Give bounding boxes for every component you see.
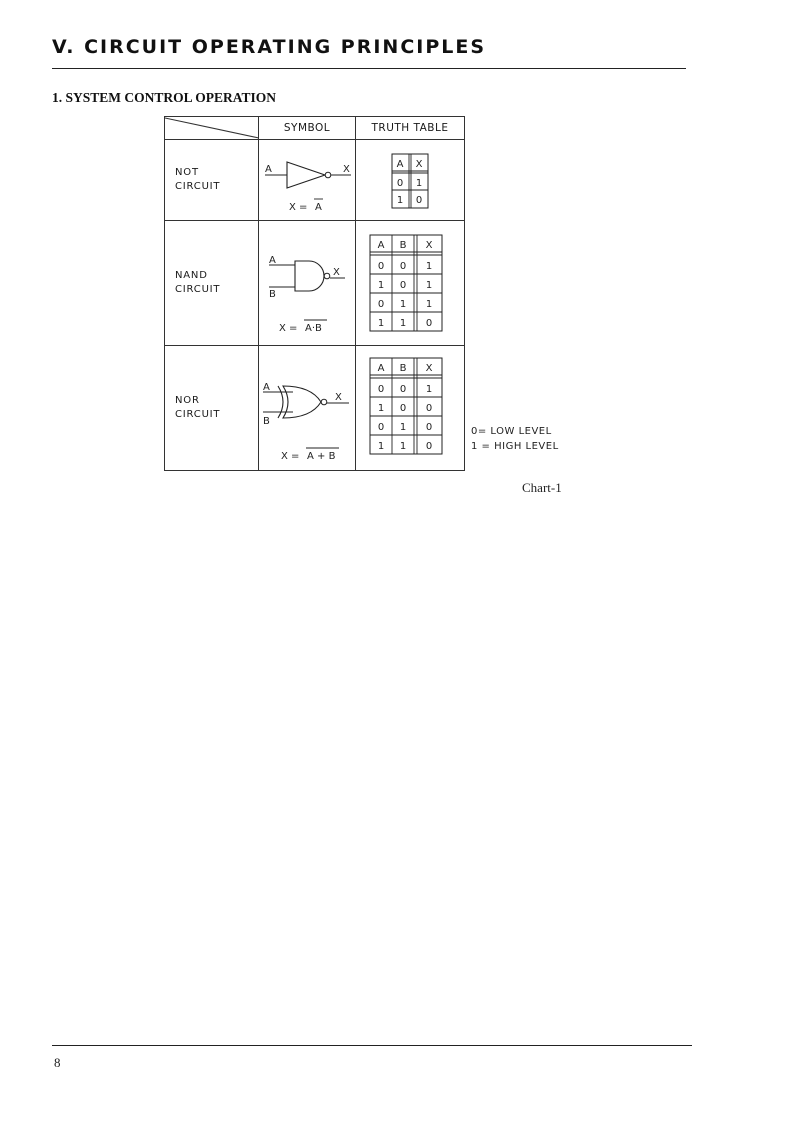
svg-text:0: 0: [399, 403, 407, 414]
bottom-divider: [52, 1045, 692, 1046]
svg-text:1: 1: [377, 280, 385, 291]
svg-text:1: 1: [425, 299, 433, 310]
top-divider: [52, 68, 686, 69]
svg-text:A: A: [396, 159, 404, 170]
not-equation-lhs: X =: [289, 202, 308, 213]
svg-text:0: 0: [425, 318, 433, 329]
nand-circuit-row: [165, 221, 465, 346]
nor-equation-lhs: X =: [281, 451, 300, 462]
section-heading: 1. SYSTEM CONTROL OPERATION: [52, 90, 277, 105]
nand-output-x-label: X: [333, 267, 340, 278]
nand-truth-table-cell: [356, 221, 465, 346]
svg-text:1: 1: [415, 178, 423, 189]
nand-truth-table: [356, 221, 464, 345]
svg-text:1: 1: [399, 422, 407, 433]
nand-input-a-label: A: [269, 255, 276, 266]
svg-text:X: X: [415, 159, 423, 170]
not-equation-rhs: A: [315, 202, 322, 213]
svg-text:0: 0: [377, 299, 385, 310]
svg-text:0: 0: [377, 261, 385, 272]
not-gate-icon: [259, 140, 355, 220]
nor-circuit-row: [165, 346, 465, 471]
svg-text:X: X: [425, 363, 433, 374]
nor-input-b-label: B: [263, 416, 270, 427]
not-output-x-label: X: [343, 164, 350, 175]
truth-table-column-header: TRUTH TABLE: [356, 117, 465, 140]
not-circuit-name: NOT CIRCUIT: [165, 140, 259, 221]
diagonal-line: [165, 117, 259, 139]
svg-text:1: 1: [425, 280, 433, 291]
nor-equation-rhs: A + B: [307, 451, 336, 462]
nand-gate-symbol-cell: [259, 221, 356, 346]
nand-input-b-label: B: [269, 289, 276, 300]
svg-text:1: 1: [425, 384, 433, 395]
svg-text:0: 0: [425, 422, 433, 433]
symbol-column-header: SYMBOL: [259, 117, 356, 140]
svg-text:A: A: [377, 363, 385, 374]
svg-text:1: 1: [377, 403, 385, 414]
nand-gate-icon: [259, 221, 355, 345]
svg-text:0: 0: [396, 178, 404, 189]
nand-equation-rhs: A·B: [305, 323, 322, 334]
svg-text:1: 1: [399, 299, 407, 310]
nand-equation-lhs: X =: [279, 323, 298, 334]
svg-text:0: 0: [425, 441, 433, 452]
svg-text:0: 0: [415, 195, 423, 206]
nor-input-a-label: A: [263, 382, 270, 393]
nand-circuit-name: NAND CIRCUIT: [165, 221, 259, 346]
not-circuit-row: [165, 140, 465, 221]
svg-text:X: X: [425, 240, 433, 251]
svg-text:1: 1: [399, 441, 407, 452]
svg-text:1: 1: [377, 441, 385, 452]
not-input-a-label: A: [265, 164, 272, 175]
nor-gate-icon: [259, 346, 355, 470]
not-gate-symbol-cell: [259, 140, 356, 221]
nor-gate-symbol-cell: [259, 346, 356, 471]
level-legend: [471, 424, 559, 454]
svg-text:0: 0: [399, 384, 407, 395]
svg-text:0: 0: [377, 422, 385, 433]
logic-gate-table: [164, 116, 465, 471]
table-header-row: [165, 117, 465, 140]
legend-high-level: 1 = HIGH LEVEL: [471, 441, 559, 452]
svg-text:1: 1: [396, 195, 404, 206]
nor-output-x-label: X: [335, 392, 342, 403]
svg-text:1: 1: [425, 261, 433, 272]
legend-low-level: 0= LOW LEVEL: [471, 426, 552, 437]
svg-text:0: 0: [377, 384, 385, 395]
diagonal-corner-cell: [165, 117, 259, 140]
nor-truth-table: [356, 346, 464, 470]
chart-caption: Chart-1: [522, 480, 562, 495]
nor-circuit-name: NOR CIRCUIT: [165, 346, 259, 471]
svg-text:A: A: [377, 240, 385, 251]
svg-text:0: 0: [425, 403, 433, 414]
svg-text:B: B: [399, 363, 407, 374]
not-truth-table: [356, 140, 464, 220]
page-number: 8: [54, 1055, 61, 1070]
svg-text:B: B: [399, 240, 407, 251]
svg-text:1: 1: [399, 318, 407, 329]
svg-text:0: 0: [399, 280, 407, 291]
nor-truth-table-cell: [356, 346, 465, 471]
svg-text:0: 0: [399, 261, 407, 272]
chapter-title: V. CIRCUIT OPERATING PRINCIPLES: [52, 36, 487, 58]
svg-text:1: 1: [377, 318, 385, 329]
not-truth-table-cell: [356, 140, 465, 221]
